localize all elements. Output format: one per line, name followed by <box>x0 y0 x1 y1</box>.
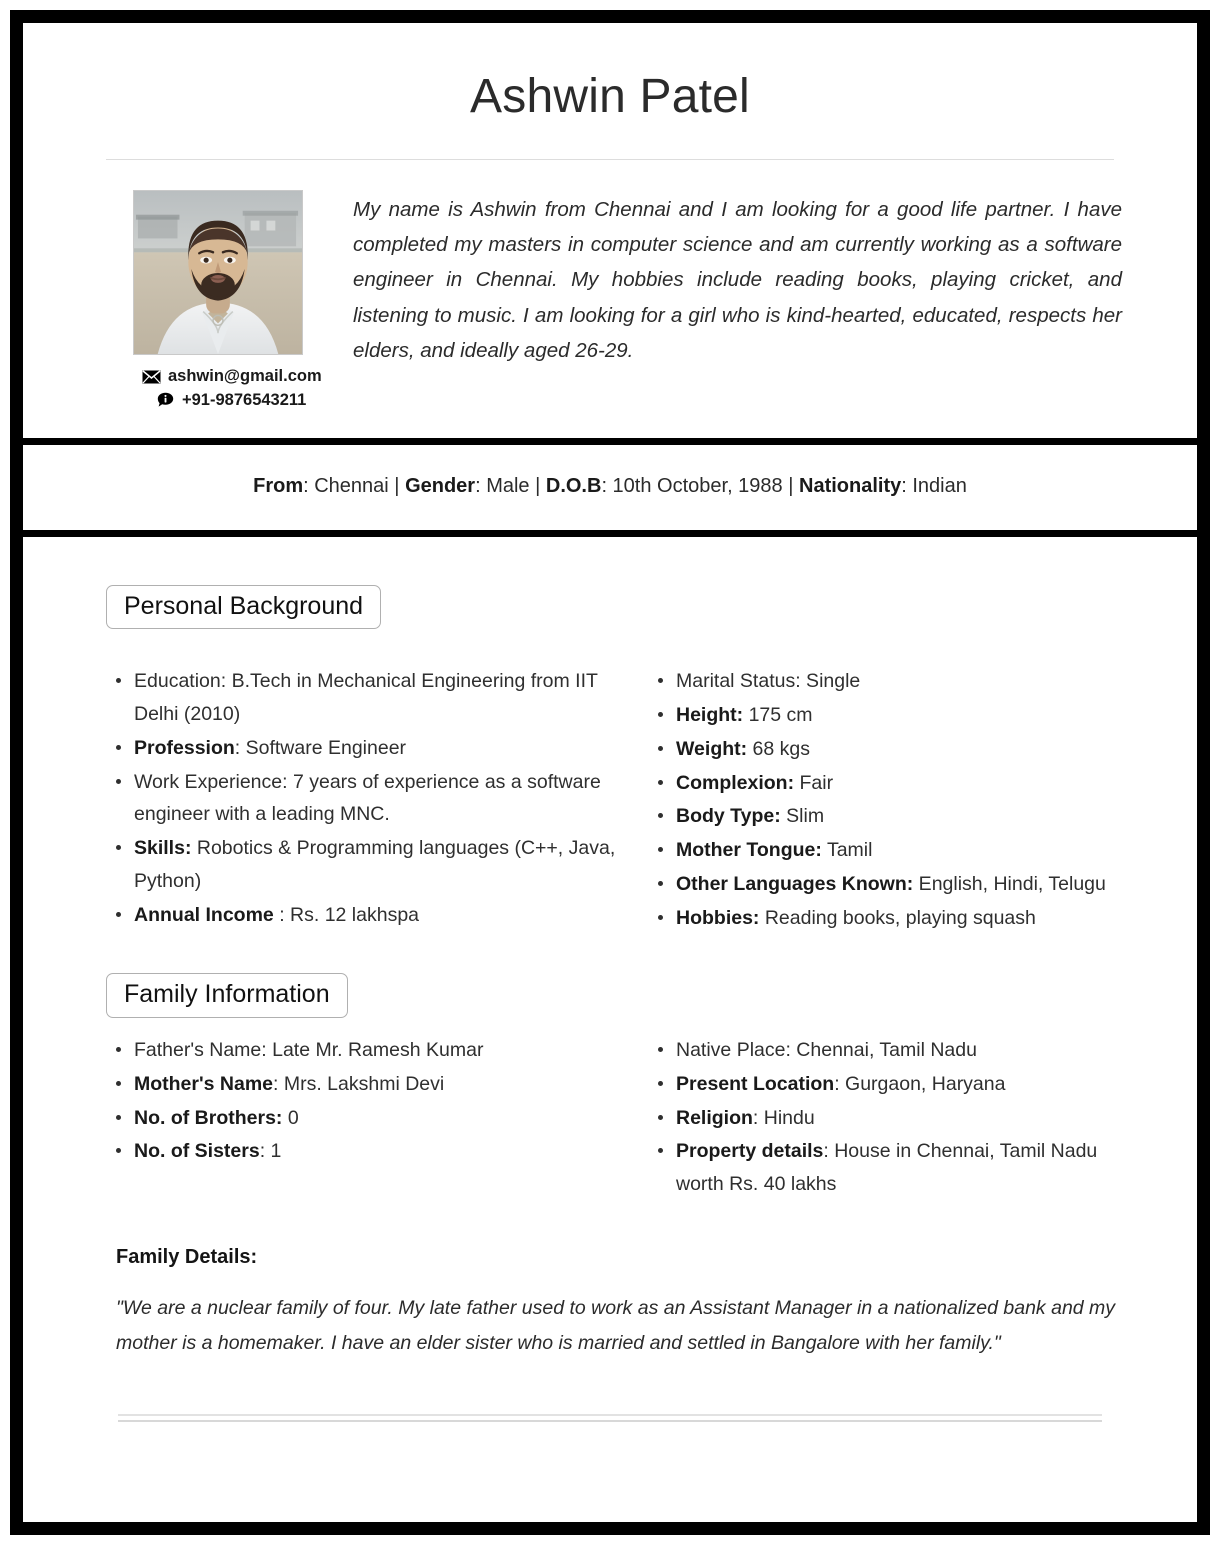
family-details-title: Family Details: <box>116 1245 258 1268</box>
family-information-right-list <box>648 1034 1137 1201</box>
facts-separator: | <box>388 474 406 497</box>
list-item-label: Religion <box>676 1106 753 1129</box>
list-item-value: : House in Chennai, Tamil Nadu worth Rs. 40 lakhs <box>676 1140 1098 1196</box>
page-title: Ashwin Patel <box>470 70 750 123</box>
facts-value: : 10th October, 1988 <box>601 474 783 497</box>
list-item <box>106 1034 626 1067</box>
list-item <box>106 899 626 932</box>
contact-phone-text: +91-9876543211 <box>182 390 307 409</box>
family-information-right-column <box>626 1034 1137 1202</box>
list-item-label: Hobbies: <box>676 906 760 929</box>
list-item-value: B.Tech in Mechanical Engineering from IIT Delhi (2010) <box>134 670 598 726</box>
list-item-label: Education: <box>134 670 227 693</box>
header-band <box>23 23 1197 445</box>
personal-background-columns <box>23 665 1197 935</box>
list-item-label: Skills: <box>134 837 192 860</box>
list-item <box>648 834 1137 867</box>
list-item-label: Weight: <box>676 737 748 760</box>
family-details-block <box>23 1246 1197 1362</box>
list-item <box>106 1135 626 1168</box>
list-item-value: Single <box>800 670 861 693</box>
list-item <box>648 902 1137 935</box>
list-item <box>106 665 626 731</box>
facts-value: : Male <box>475 474 530 497</box>
list-item <box>106 766 626 832</box>
footer-divider <box>118 1414 1102 1422</box>
list-item-value: : Gurgaon, Haryana <box>834 1072 1006 1095</box>
list-item <box>106 1068 626 1101</box>
list-item-value: Robotics & Programming languages (C++, Java, Python) <box>134 837 616 892</box>
list-item-label: Body Type: <box>676 805 781 828</box>
list-item-value: Slim <box>780 805 825 828</box>
body-band <box>23 537 1197 1422</box>
section-heading-family-information: Family Information <box>106 973 348 1018</box>
list-item-value: : Rs. 12 lakhspa <box>279 903 420 926</box>
facts-label: D.O.B <box>545 474 602 497</box>
section-heading-personal-background: Personal Background <box>106 585 381 630</box>
list-item-label: Marital Status: <box>676 670 801 693</box>
contact-phone[interactable] <box>133 389 318 413</box>
facts-label: Nationality <box>799 474 902 497</box>
facts-separator: | <box>529 474 546 497</box>
list-item <box>648 1068 1137 1101</box>
envelope-icon <box>141 368 161 386</box>
list-item-label: No. of Brothers: <box>134 1106 283 1129</box>
contact-list <box>133 365 322 413</box>
facts-bar <box>23 445 1197 537</box>
list-item-label: Profession <box>134 736 235 759</box>
list-item-value: Late Mr. Ramesh Kumar <box>266 1039 484 1062</box>
list-item <box>648 733 1137 766</box>
list-item <box>648 800 1137 833</box>
list-item-label: Work Experience: <box>134 770 288 793</box>
family-information-left-list <box>106 1034 626 1168</box>
facts-label: Gender <box>405 474 476 497</box>
facts-value: : Chennai <box>303 474 389 497</box>
personal-background-left-list <box>106 665 626 931</box>
photo-column <box>133 190 322 413</box>
biodata-page-frame <box>10 10 1210 1535</box>
personal-background-left-column <box>106 665 626 935</box>
list-item-label: Annual Income <box>134 903 280 926</box>
family-information-columns <box>23 1034 1197 1202</box>
list-item-value: : Mrs. Lakshmi Devi <box>273 1072 445 1095</box>
list-item-label: Other Languages Known: <box>676 872 914 895</box>
list-item-value: 7 years of experience as a software engineer with a leading MNC. <box>134 770 601 826</box>
list-item-label: No. of Sisters <box>134 1140 260 1163</box>
profile-photo <box>133 190 303 355</box>
list-item-value: 175 cm <box>743 704 813 727</box>
list-item-label: Property details <box>676 1140 824 1163</box>
list-item-value: Chennai, Tamil Nadu <box>790 1039 977 1062</box>
family-details-text: "We are a nuclear family of four. My late father used to work as an Assistant Manager in a nationalized bank and my mother is a homemaker. I have an elder sister who is married and settled in Bangalore with her family." <box>116 1296 1116 1355</box>
list-item-label: Present Location <box>676 1072 835 1095</box>
chat-bubble-icon <box>155 392 175 410</box>
list-item-value: : Software Engineer <box>234 736 407 759</box>
list-item-value: Reading books, playing squash <box>759 906 1036 929</box>
list-item <box>106 732 626 765</box>
list-item-value: Tamil <box>821 839 873 862</box>
family-information-left-column <box>106 1034 626 1202</box>
list-item-label: Complexion: <box>676 771 795 794</box>
facts-value: : Indian <box>901 474 967 497</box>
contact-email[interactable] <box>133 365 322 389</box>
list-item <box>648 868 1137 901</box>
contact-email-text: ashwin@gmail.com <box>168 366 322 385</box>
list-item-value: 68 kgs <box>747 737 811 760</box>
list-item <box>648 665 1137 698</box>
intro-row <box>23 160 1197 438</box>
list-item <box>648 1102 1137 1135</box>
list-item <box>648 699 1137 732</box>
list-item-label: Mother's Name <box>134 1072 274 1095</box>
list-item <box>648 1034 1137 1067</box>
facts-separator: | <box>782 474 799 497</box>
intro-paragraph: My name is Ashwin from Chennai and I am looking for a good life partner. I have completed my masters in computer science and am currently working as a software engineer in Chennai. My hobbies include reading books, playing cricket, and listening to music. I am looking for a girl who is kind-hearted, educated, respects her elders, and ideally aged 26-29. <box>353 197 1122 362</box>
facts-bar-content <box>253 475 967 497</box>
list-item-label: Father's Name: <box>134 1039 267 1062</box>
list-item-value: : 1 <box>259 1140 282 1163</box>
list-item-value: : Hindu <box>752 1106 815 1129</box>
list-item-value: English, Hindi, Telugu <box>913 872 1106 895</box>
list-item <box>106 832 626 898</box>
list-item-label: Height: <box>676 704 744 727</box>
list-item-label: Native Place: <box>676 1039 791 1062</box>
personal-background-right-column <box>626 665 1137 935</box>
facts-label: From <box>253 474 304 497</box>
list-item-value: Fair <box>794 771 834 794</box>
list-item <box>106 1102 626 1135</box>
list-item <box>648 1135 1137 1201</box>
list-item-value: 0 <box>282 1106 299 1129</box>
personal-background-right-list <box>648 665 1137 934</box>
list-item-label: Mother Tongue: <box>676 839 822 862</box>
list-item <box>648 767 1137 800</box>
